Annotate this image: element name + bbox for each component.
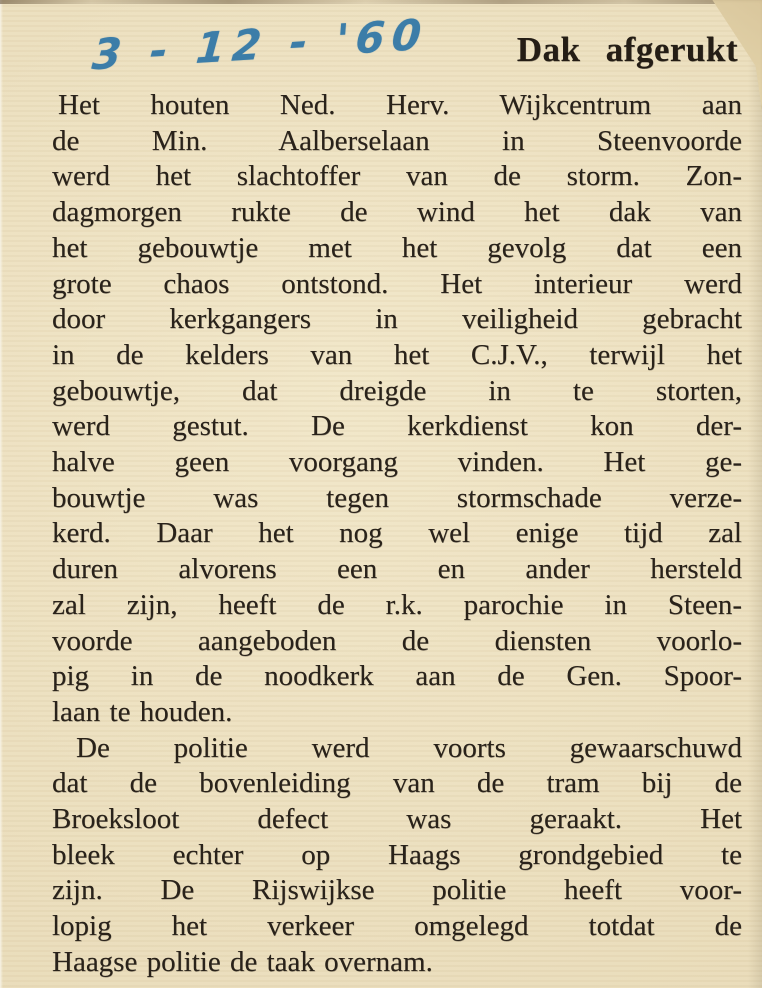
scan-edge-left [0,0,3,988]
text-line: het gebouwtje met het gevolg dat een [52,231,742,264]
clipping-header [52,9,738,84]
text-line: gebouwtje, dat dreigde in te storten, [52,374,742,407]
text-line: kerd. Daar het nog wel enige tijd zal [52,517,742,550]
text-line: De politie werd voorts gewaarschuwd [76,731,742,764]
text-line: pig in de noodkerk aan de Gen. Spoor- [52,660,742,693]
text-line: grote chaos ontstond. Het interieur werd [52,267,742,300]
article-body [52,88,742,981]
clipping-edge-top [0,0,762,4]
text-line: bouwtje was tegen stormschade verze- [52,481,742,514]
text-line: dagmorgen rukte de wind het dak van [52,196,742,229]
text-line: bleek echter op Haags grondgebied te [52,838,742,871]
text-line: werd gestut. De kerkdienst kon der- [52,410,742,443]
text-line: Het houten Ned. Herv. Wijkcentrum aan [58,89,742,121]
paragraph [52,731,742,981]
text-line: in de kelders van het C.J.V., terwijl het [52,338,742,371]
text-line: Broeksloot defect was geraakt. Het [52,803,742,836]
text-line: zijn. De Rijswijkse politie heeft voor- [52,874,742,907]
text-line: door kerkgangers in veiligheid gebracht [52,303,742,336]
text-line: werd het slachtoffer van de storm. Zon- [52,160,742,193]
text-line: duren alvorens een en ander hersteld [52,553,742,586]
text-line: halve geen voorgang vinden. Het ge- [52,446,742,479]
clipping-edge-right [748,0,762,988]
text-line: voorde aangeboden de diensten voorlo- [52,624,742,657]
text-line: lopig het verkeer omgelegd totdat de [52,910,742,943]
handwritten-date: 3 - 12 - '60 [90,9,430,80]
text-line: dat de bovenleiding van de tram bij de [52,767,742,800]
text-line: zal zijn, heeft de r.k. parochie in Steen- [52,588,742,621]
text-line: de Min. Aalberselaan in Steenvoorde [52,124,742,157]
headline: Dak afgerukt [516,30,738,69]
text-line: Haagse politie de taak overnam. [52,945,433,978]
text-line: laan te houden. [52,695,233,728]
paragraph [52,88,742,731]
